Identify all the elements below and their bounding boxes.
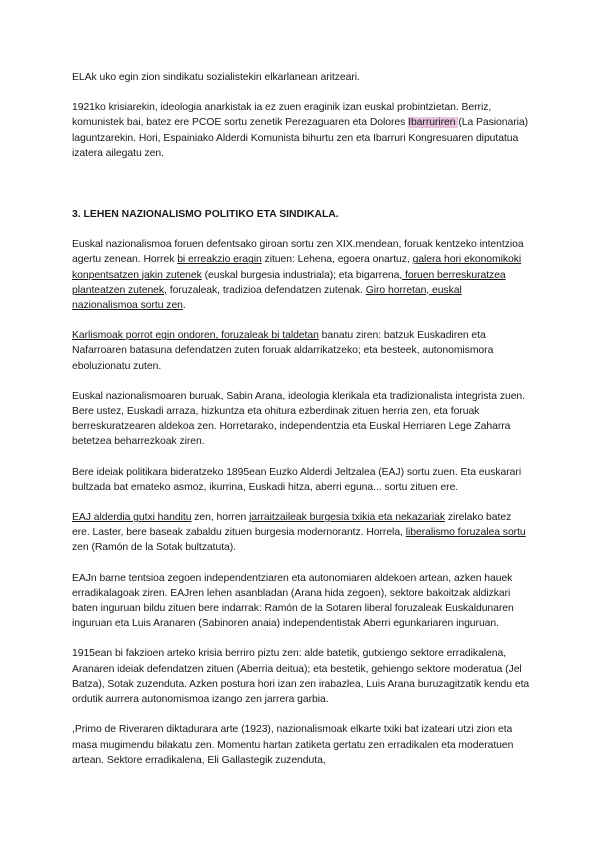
paragraph-eaj-growth: EAJ alderdia gutxi handitu zen, horren jarraitzaileak burgesia txikia eta nekazariak zirelako batez ere. Laster, bere baseak zabaldu zituen burgesia modernorantz. Horrela, liberalismo foruzalea sortu zen (Ramón de la Sotak bultzatuta). (72, 512, 526, 554)
underlined-text: EAJ alderdia gutxi handitu (72, 512, 192, 524)
paragraph-1921-crisis: 1921ko krisiarekin, ideologia anarkistak ia ez zuen eraginik izan euskal probintzietan. Berriz, komunistek bai, batez ere PCOE sortu zenetik Perezaguaren eta Dolores Ibarruriren (La Pasionaria) laguntzarekin. Hori, Espainiako Alderdi Komunista bihurtu zen eta Ibarruri Kongresuaren diputatua izatera ailegatu zen. (72, 102, 529, 159)
underlined-text: , foruen berreskuratzea planteatzen zutenek, (72, 269, 506, 296)
underlined-text: liberalismo foruzalea sortu (405, 527, 526, 539)
paragraph-1915-crisis: 1915ean bi fakzioen arteko krisia berriro piztu zen: alde batetik, gutxiengo sektore erradikalena, Aranaren ideiak defendatzen zituen (Aberria deitua); eta bestetik, gehiengo sektore moderatua (Jel Batza), Sotak zuzenduta. Azken postura hori izan zen irabazlea, Luis Arana buruzagitzatik kendu eta ordutik aurrera autonomismoa izango zen jarrera garbia. (72, 648, 530, 706)
underlined-text: galera hori ekonomikoki konpentsatzen jakin zutenek (72, 254, 522, 281)
paragraph-sabin-arana: Euskal nazionalismoaren buruak, Sabin Arana, ideologia klerikala eta tradizionalista integrista zuen. Bere ustez, Euskadi arraza, hizkuntza eta ohitura ezberdinak zituen herria zen, eta foruak berreskuratzearen aldekoa zen. Horretarako, independentzia eta Euskal Herriaren Lege Zaharra betetzea beharrezkoak ziren. (72, 390, 525, 448)
underlined-text: jarraitzaileak burgesia txikia eta nekazariak (249, 512, 445, 524)
paragraph-eaj-tension: EAJn barne tentsioa zegoen independentziaren eta autonomiaren aldekoen artean, azken hauek erradikalagoak ziren. EAJren lehen asanbladan (Arana hida zegoen), sektore bakoitzak aldizkari baten inguruan bildu zituen bere indarrak: Ramón de la Sotaren liberal foruzaleak Euskaldunaren inguruan eta Luis Aranaren (Sabinoren anaia) independentistak Aberri egunkariaren inguruan. (72, 572, 514, 630)
underlined-text: Giro horretan, euskal nazionalismoa sortu zen (72, 284, 462, 312)
underlined-text: bi erreakzio eragin (177, 254, 262, 266)
paragraph-ela: ELAk uko egin zion sindikatu sozialistekin elkarlanean aritzeari. (72, 72, 360, 83)
paragraph-primo-de-rivera: ,Primo de Riveraren diktadurara arte (1923), nazionalismoak elkarte txiki bat izateari utzi zion eta masa mugimendu bilakatu zen. Momentu hartan zatiketa gertatu zen erradikalen eta moderatuen artean. Sektore erradikalena, Eli Gallastegik zuzenduta, (72, 724, 514, 766)
highlighted-text: Ibarruriren (408, 117, 459, 129)
paragraph-nationalism-origin: Euskal nazionalismoa foruen defentsako giroan sortu zen XIX.mendean, foruak kentzeko intentzioa agertu zenean. Horrek bi erreakzio eragin zituen: Lehena, egoera onartuz, galera hori ekonomikoki konpentsatzen jakin zutenek (euskal burgesia industriala); eta bigarrena, foruen berreskuratzea planteatzen zutenek, foruzaleak, tradizioa defendatzen zutenak. Giro horretan, euskal nazionalismoa sortu zen. (72, 239, 524, 312)
underlined-text: Karlismoak porrot egin ondoren, foruzaleak bi taldetan (72, 330, 319, 342)
paragraph-eaj-founding: Bere ideiak politikara bideratzeko 1895ean Euzko Alderdi Jeltzalea (EAJ) sortu zuen. Eta euskarari bultzada bat emateko asmoz, ikurrina, Euskadi hitza, aberri eguna... sortu zituen ere. (72, 466, 522, 493)
document-body (72, 70, 530, 783)
section-heading: 3. LEHEN NAZIONALISMO POLITIKO ETA SINDIKALA. (72, 209, 339, 221)
paragraph-karlismo: Karlismoak porrot egin ondoren, foruzaleak bi taldetan banatu ziren: batzuk Euskadiren eta Nafarroaren batasuna defendatzen zuten foruak aldarrikatzeko; eta besteek, autonomismora eboluzionatu zuten. (72, 330, 494, 372)
